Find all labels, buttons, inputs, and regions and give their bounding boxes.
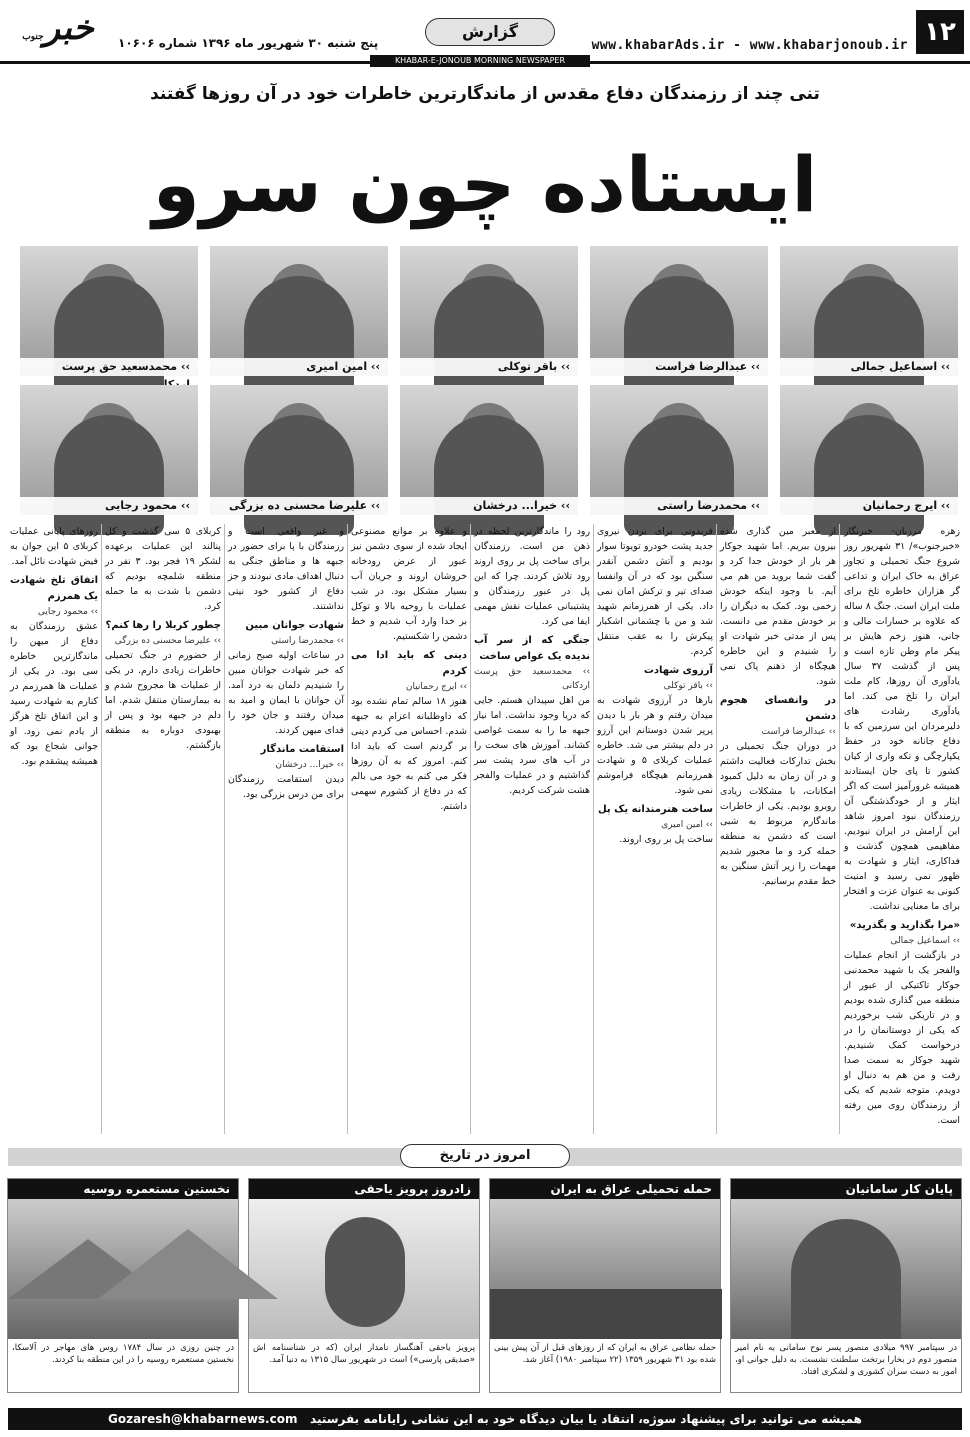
text-column bbox=[105, 524, 221, 1134]
history-item bbox=[730, 1178, 962, 1393]
article-headline: ایستاده چون سرو bbox=[152, 140, 818, 229]
byline: ›› محمود رجایی bbox=[37, 607, 98, 617]
person-photo bbox=[20, 246, 198, 376]
page-header bbox=[0, 0, 970, 66]
paragraph: و غیر واقعی است و رزمندگان با پا برای حضور در جبهه ها و مناطق جنگی به دنبال اهداف مادی نبودند و جز دفاع از کشور خود نیتی نداشتند. bbox=[228, 526, 344, 612]
person-caption: ›› محمدسعید حق پرست bbox=[20, 358, 198, 376]
person-photo bbox=[210, 246, 388, 376]
paragraph: عشق رزمندگان به دفاع از میهن را ماندگارترین خاطره سی بود. در یکی از عملیات ها همرزمم در کنارم به شهادت رسید و این اتفاق تلخ هرگز از یادم نمی رود. او جوانی شجاع بود که همیشه پیشقدم بود. bbox=[10, 621, 98, 767]
person-caption: ›› باقر توکلی bbox=[400, 358, 578, 376]
person-photo bbox=[590, 385, 768, 515]
footer-text: همیشه می توانید برای پیشنهاد سوژه، انتقاد یا بیان دیدگاه خود به این نشانی رایانامه بفرستید bbox=[310, 1412, 862, 1426]
dateline: پنج شنبه ۳۰ شهریور ماه ۱۳۹۶ شماره ۱۰۶۰۶ bbox=[118, 36, 379, 50]
history-item-text: پرویز یاحقی آهنگساز نامدار ایران (که در شناسنامه اش «صدیقی پارسی») است در شهریور سال ۱۳۱۵ به دنیا آمد. bbox=[253, 1343, 475, 1365]
paragraph: و علاوه بر موانع مصنوعی ایجاد شده از سوی دشمن نیز عبور از عرض رودخانه خروشان اروند و جریان آب بسیار مشکل بود. در شب عملیات با روحیه بالا و توکل بر خدا وارد آب شدیم و خط دشمن را شکستیم. bbox=[351, 526, 467, 642]
paragraph: بارها در آرزوی شهادت به میدان رفتم و هر بار با دیدن پرپر شدن دوستانم این آرزو در دلم بیشتر می شد. خاطره عملیات کربلای ۵ و شهادت همرزمانم هیچگاه فراموشم نمی شود. bbox=[597, 695, 713, 796]
paragraph: در ساعات اولیه صبح زمانی که خبر شهادت جوانان مبین را شنیدیم دلمان به درد آمد. آن جوانان با ایمان و امید به میدان رفتند و جان خود را فدای میهن کردند. bbox=[228, 650, 344, 736]
paragraph: زهره مرزبان- خبرنگار «خبرجنوب»/ ۳۱ شهریور روز شروع جنگ تحمیلی و تجاوز عراق به خاک ایران و تداعی گر هزاران خاطره تلخ برای ملت ایران است. جنگ ۸ ساله که علاوه بر خسارات مالی و جانی، هنوز زخم هایش بر پیکر مام وطن تازه است و پس از گذشت ۳۷ سال یادآوری آن روزها، کام ملت ایران را تلخ می کند. اما یادآوری رشادت های دلیرمردان این سرزمین که با دفاع جانانه خود در حفظ یکپارچگی و تکه واری از کیان کشور تا پای جان ایستادند همیشه غرورآمیز است که اگر ایثار و از خودگذشتگی آن رزمندگان نبود امروز شاهد این آرامش در ایران نبودیم. مفاهیمی همچون گذشت و فداکاری، ایثار و شهادت به ظهور نمی رسید و امنیت کنونی به عنوان عزت و افتخار برای ما معنایی نداشت. bbox=[844, 526, 961, 912]
column-divider bbox=[347, 524, 348, 1134]
subheading: دینی که باید ادا می کردم bbox=[351, 650, 467, 677]
person-photo bbox=[780, 385, 958, 515]
byline: ›› امین امیری bbox=[661, 820, 713, 830]
paragraph: از معبر مین گذاری شده بیرون ببریم. اما شهید جوکار هر بار از خودش جدا کرد و گفت شما بروید من هم می آیم. با وجود اینکه خودش زخمی بود. کمک به دیگران را بر خودش مقدم می دانست. پس از مدتی خبر شهادت او را شنیدم و این خاطره هیچگاه از ذهنم پاک نمی شود. bbox=[720, 526, 836, 687]
history-item bbox=[248, 1178, 480, 1393]
subheading: چطور کربلا را رها کنم؟ bbox=[105, 620, 221, 631]
footer-email[interactable]: Gozaresh@khabarnews.com bbox=[108, 1412, 298, 1426]
history-item-text: حمله نظامی عراق به ایران که از روزهای قبل از آن پیش بینی شده بود ۳۱ شهریور ۱۳۵۹ (۲۲ سپتامبر ۱۹۸۰) آغاز شد. bbox=[494, 1343, 716, 1365]
history-item bbox=[7, 1178, 239, 1393]
masthead-english: KHABAR-E-JONOUB MORNING NEWSPAPER bbox=[370, 55, 590, 67]
text-column bbox=[474, 524, 590, 1134]
person-caption: ›› محمدرضا راستی bbox=[590, 497, 768, 515]
history-item-title: حمله تحمیلی عراق به ایران bbox=[490, 1179, 720, 1199]
paragraph: رود را ماندگارترین لحظه در ذهن من است. رزمندگان برای ساخت پل بر روی اروند رود تلاش کردند. چرا که این پل در عبور رزمندگان و پشتیبانی عملیات نقش مهمی ایفا می کرد. bbox=[474, 526, 590, 627]
column-divider bbox=[470, 524, 471, 1134]
person-photo bbox=[210, 385, 388, 515]
subheading: استقامت ماندگار bbox=[260, 744, 344, 755]
byline: ›› اسماعیل جمالی bbox=[890, 936, 960, 946]
person-photo bbox=[20, 385, 198, 515]
column-divider bbox=[593, 524, 594, 1134]
subheading: «مرا بگذارید و بگذرید» bbox=[849, 920, 960, 931]
paragraph: هنوز ۱۸ سالم تمام نشده بود که داوطلبانه اعزام به جبهه شدم. احساس می کردم دینی بر گردنم است که باید ادا کنم. امروز که به آن روزها فکر می کنم به خود می بالم که در دفاع از کشورم سهمی داشتم. bbox=[351, 696, 468, 812]
byline: ›› محمدسعید حق پرست اردکانی bbox=[474, 667, 590, 691]
paragraph: فریدونی برای بردن نیروی جدید پشت خودرو تویوتا سوار بودیم و آتش دشمن آنقدر سنگین بود که در آن وانفسا صدای تیر و ترکش امان نمی داد. یکی از همرزمانم شهید شد و من با چشمانی اشکبار پیکرش را به عقب منتقل کردم. bbox=[597, 526, 713, 657]
person-caption: ›› امین امیری bbox=[210, 358, 388, 376]
byline: ›› باقر توکلی bbox=[663, 681, 713, 691]
column-divider bbox=[839, 524, 840, 1134]
person-caption: ›› خیرا... درخشان bbox=[400, 497, 578, 515]
text-column bbox=[351, 524, 467, 1134]
person-caption: ›› محمود رجایی bbox=[20, 497, 198, 515]
history-item-title: پایان کار سامانیان bbox=[731, 1179, 961, 1199]
paragraph: من اهل سپیدان هستم. جایی که دریا وجود نداشت. اما نیاز جبهه ما را به سمت غواصی کشاند. آموزش های سخت را در آب های سرد پشت سر گذاشتیم و در عملیات والفجر هشت شرکت کردیم. bbox=[474, 695, 590, 796]
landscape-image bbox=[8, 1199, 238, 1339]
portrait-image bbox=[249, 1199, 479, 1339]
column-divider bbox=[224, 524, 225, 1134]
person-caption: ›› علیرضا محسنی ده بزرگی bbox=[210, 497, 388, 515]
person-photo bbox=[590, 246, 768, 376]
text-column bbox=[228, 524, 344, 1134]
section-title: گزارش bbox=[425, 18, 555, 46]
subheading: جنگی که از سر آب ندیده یک غواص ساخت bbox=[474, 635, 590, 662]
person-caption: ›› ایرج رحمانیان bbox=[780, 497, 958, 515]
person-photo bbox=[780, 246, 958, 376]
column-divider bbox=[716, 524, 717, 1134]
page-number: ۱۲ bbox=[916, 10, 964, 54]
text-column bbox=[597, 524, 713, 1134]
person-caption: ›› عبدالرضا فراست bbox=[590, 358, 768, 376]
page-footer bbox=[8, 1408, 962, 1430]
paragraph: از حضورم در جنگ تحمیلی خاطرات زیادی دارم. در یکی از عملیات ها مجروح شدم و به بیمارستان منتقل شدم. اما دلم در جبهه بود و پس از بهبودی دوباره به منطقه بازگشتم. bbox=[105, 650, 221, 751]
subheading: در وانفسای هجوم دشمن bbox=[720, 695, 836, 722]
text-column bbox=[844, 524, 960, 1134]
text-column bbox=[10, 524, 98, 1134]
subheading: آرزوی شهادت bbox=[643, 665, 713, 676]
text-column bbox=[720, 524, 836, 1134]
history-item-title: زادروز پرویز یاحقی bbox=[249, 1179, 479, 1199]
paragraph: روزهای پایانی عملیات کربلای ۵ این جوان به فیض شهادت نائل آمد. bbox=[10, 526, 98, 567]
byline: ›› خیرا... درخشان bbox=[275, 760, 344, 770]
history-title: امروز در تاریخ bbox=[400, 1144, 570, 1168]
paragraph: ساخت پل بر روی اروند. bbox=[619, 834, 713, 845]
newspaper-logo: خبرجنوب bbox=[22, 8, 94, 48]
byline: ›› محمدرضا راستی bbox=[271, 636, 344, 646]
person-photo bbox=[400, 385, 578, 515]
person-photo bbox=[400, 246, 578, 376]
war-image bbox=[490, 1199, 720, 1339]
subheading: شهادت جوانان مبین bbox=[245, 620, 344, 631]
article-kicker: تنی چند از رزمندگان دفاع مقدس از ماندگارترین خاطرات خود در آن روزها گفتند bbox=[150, 84, 820, 104]
paragraph: در دوران جنگ تحمیلی در بخش تدارکات فعالیت داشتم و در آن زمان به دلیل کمبود امکانات، با مشکلات زیادی روبرو بودیم. یکی از خاطرات ماندگارم مربوط به شبی است که دشمن به منطقه حمله کرد و ما مجبور شدیم مهمات را زیر آتش سنگین به خط مقدم برسانیم. bbox=[720, 741, 836, 887]
person-caption: ›› اسماعیل جمالی bbox=[780, 358, 958, 376]
paragraph: کربلای ۵ سی گذشت و کل پنالند این عملیات برعهده لشکر ۱۹ فجر بود. ۳ نفر در منطقه شلمچه بودیم که دشمن با شدت به ما حمله کرد. bbox=[105, 526, 221, 612]
paragraph: در بازگشت از انجام عملیات والفجر یک با شهید محمدنبی جوکار تاکتیکی از عبور از منطقه مین گذاری شده بودیم و در تاریکی شب برخوردیم که یکی از دوستانمان را در درخواست کمک شنیدیم. شهید جوکار به سمت صدا رفت و من هم به دنبال او دویدم. متوجه شدیم که یکی از رزمندگان روی مین رفته است. bbox=[844, 950, 960, 1126]
websites: www.khabarAds.ir - www.khabarjonoub.ir bbox=[591, 38, 908, 53]
byline: ›› عبدالرضا فراست bbox=[761, 727, 836, 737]
history-item-text: در چنین روزی در سال ۱۷۸۴ روس های مهاجر در آلاسکا، نخستین مستعمره روسیه را در این منطقه بنا کردند. bbox=[12, 1343, 234, 1365]
subheading: اتفاق تلخ شهادت یک همرزم bbox=[10, 575, 98, 602]
history-item bbox=[489, 1178, 721, 1393]
paragraph: دیدن استقامت رزمندگان برای من درس بزرگی بود. bbox=[228, 774, 344, 800]
subheading: ساخت هنرمندانه یک پل bbox=[597, 804, 713, 815]
history-item-title: نخستین مستعمره روسیه bbox=[8, 1179, 238, 1199]
history-item-text: در سپتامبر ۹۹۷ میلادی منصور پسر نوح سامانی به نام امیر منصور دوم در بخارا برتخت سلطنت نشست. به دلیل جوانی او، امور به دست سران کشوری و لشکری افتاد. bbox=[735, 1343, 957, 1377]
column-divider bbox=[101, 524, 102, 1134]
byline: ›› ایرج رحمانیان bbox=[405, 682, 467, 692]
monument-image bbox=[731, 1199, 961, 1339]
byline: ›› علیرضا محسنی ده بزرگی bbox=[114, 636, 221, 646]
